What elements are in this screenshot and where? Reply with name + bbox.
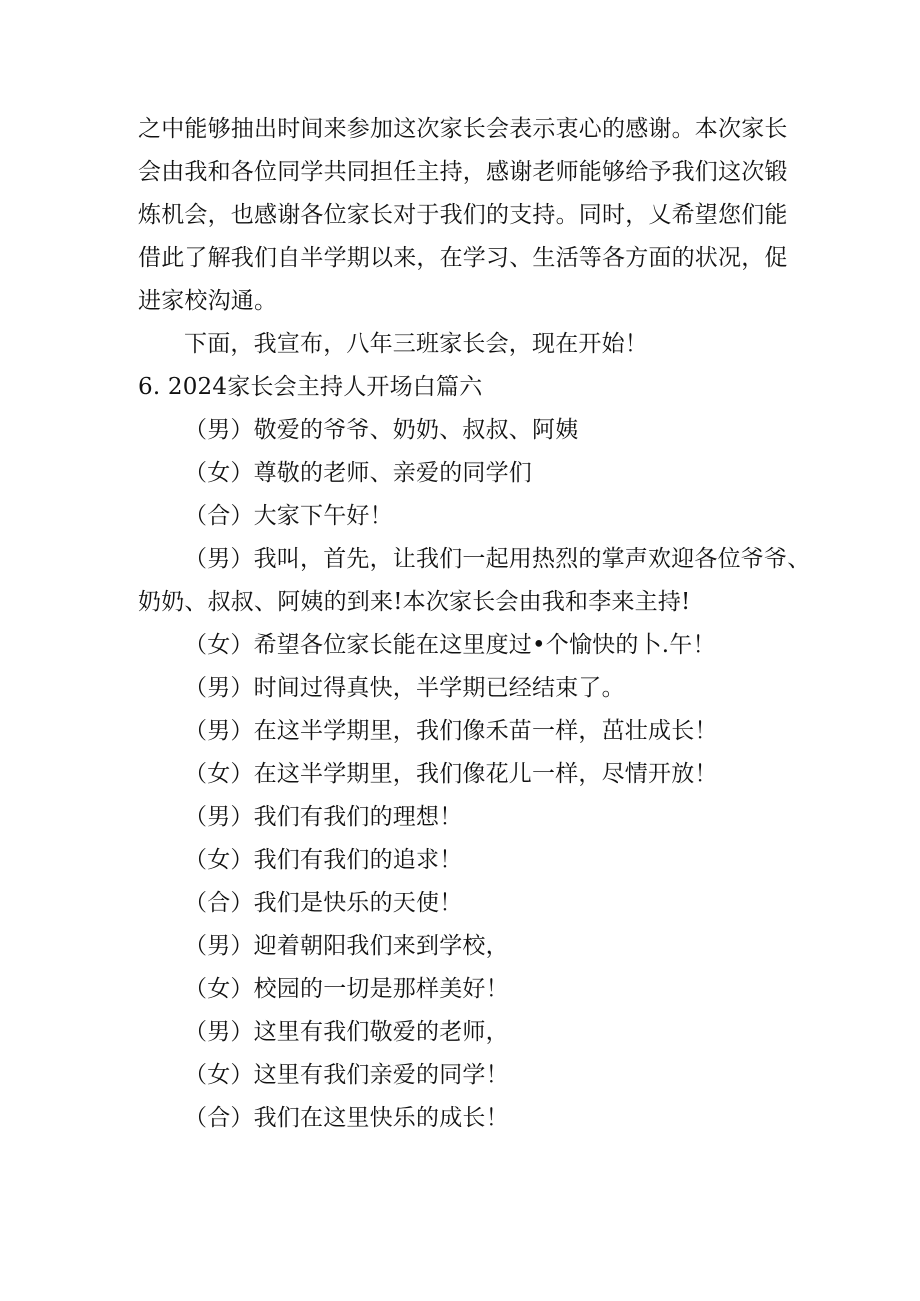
text-line: （男）我叫，首先，让我们一起用热烈的掌声欢迎各位爷爷、 xyxy=(184,546,811,572)
dialogue-line: （女）我们有我们的追求！ xyxy=(184,847,463,873)
document-body xyxy=(138,108,811,1140)
text-line: 会由我和各位同学共同担任主持，感谢老师能够给予我们这次锻 xyxy=(138,159,788,185)
paragraph-opening-announcement: 下面，我宣布，八年三班家长会，现在开始！ xyxy=(184,331,648,357)
dialogue-line: （合）大家下午好！ xyxy=(184,503,393,529)
dialogue-line: （男）时间过得真快，半学期已经结束了。 xyxy=(184,675,625,701)
dialogue-line: （女）校园的一切是那样美好！ xyxy=(184,976,509,1002)
dialogue-line: （男）敬爱的爷爷、奶奶、叔叔、阿姨 xyxy=(184,417,579,443)
dialogue-line: （合）我们是快乐的天使！ xyxy=(184,890,463,916)
dialogue-line: （女）在这半学期里，我们像花儿一样，尽情开放！ xyxy=(184,761,718,787)
paragraph-intro-continuation xyxy=(138,108,788,323)
dialogue-line: （女）这里有我们亲爱的同学！ xyxy=(184,1062,509,1088)
text-line: 奶奶、叔叔、阿姨的到来!本次家长会由我和李来主持! xyxy=(138,589,691,615)
dialogue-line: （女）希望各位家长能在这里度过•个愉快的卜.午！ xyxy=(184,632,716,658)
dialogue-line: （合）我们在这里快乐的成长！ xyxy=(184,1105,509,1131)
dialogue-line: （男）我们有我们的理想！ xyxy=(184,804,463,830)
dialogue-line: （男）在这半学期里，我们像禾苗一样，茁壮成长！ xyxy=(184,718,718,744)
text-line: 炼机会，也感谢各位家长对于我们的支持。同时，乂希望您们能 xyxy=(138,202,788,228)
section-heading: 6. 2024家长会主持人开场白篇六 xyxy=(138,374,483,400)
text-line: 之中能够抽出时间来参加这次家长会表示衷心的感谢。本次家长 xyxy=(138,116,788,142)
dialogue-line: （男）这里有我们敬爱的老师， xyxy=(184,1019,509,1045)
dialogue-line-multiline xyxy=(138,538,811,624)
text-line: 借此了解我们自半学期以来，在学习、生活等各方面的状况，促 xyxy=(138,245,788,271)
dialogue-line: （男）迎着朝阳我们来到学校， xyxy=(184,933,509,959)
text-line: 进家校沟通。 xyxy=(138,288,278,314)
dialogue-line: （女）尊敬的老师、亲爱的同学们 xyxy=(184,460,532,486)
